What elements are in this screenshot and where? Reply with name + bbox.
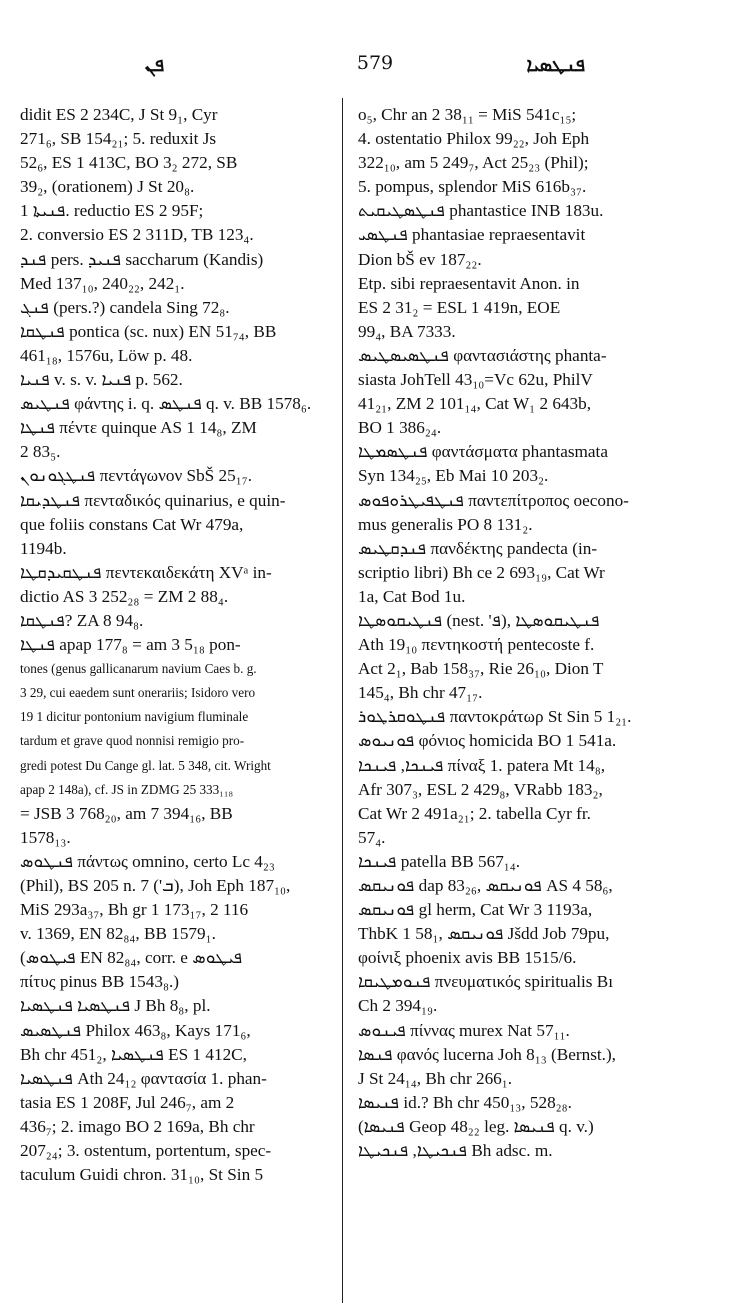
entry-line: 2. conversio ES 2 311D, TB 123₄. <box>20 225 254 245</box>
entry-line: ܦܢܛܝܣ φάντης i. q. ܦܢܛܣ q. v. BB 1578₆. <box>20 394 312 414</box>
entry-line: ܦܢܛܩܐ? ZA 8 94₈. <box>20 610 144 630</box>
entry-line: ܦܢܛܐ apap 177₈ = am 3 5₁₈ pon- <box>20 635 241 655</box>
entry-line: ܦܢܓ (pers.?) candela Sing 72₈. <box>20 297 230 317</box>
entry-line: Afr 307₃, ESL 2 429₈, VRabb 183₂, <box>358 779 603 799</box>
column-divider <box>342 98 343 1303</box>
entry-line: tasia ES 1 208F, Jul 246₇, am 2 <box>20 1092 235 1112</box>
entry-line: gredi potest Du Cange gl. lat. 5 348, cit. Wright <box>20 757 271 773</box>
entry-line: que foliis constans Cat Wr 479a, <box>20 514 244 534</box>
entry-line: ܦܢܕ pers. ܦܢܝܕ saccharum (Kandis) <box>20 249 264 269</box>
entry-line: 3 29, cui eaedem sunt onerariis; Isidoro vero <box>20 685 256 701</box>
entry-line: ܦܢܛܘܣ πάντως omnino, certo Lc 4₂₃ <box>20 851 275 871</box>
entry-line: ܦܢܛܩܝܕܩܛܐ πεντεκαιδεκάτη XVᵃ in- <box>20 562 272 582</box>
entry-line: v. 1369, EN 82₈₄, BB 1579₁. <box>20 924 216 944</box>
entry-line: Ch 2 394₁₉. <box>358 996 438 1016</box>
entry-line: apap 2 148a), cf. JS in ZDMG 25 333₁₁₈ <box>20 781 234 797</box>
entry-line: 2 83₅. <box>20 442 61 462</box>
entry-line: ܦܢܟܝܛܐ, ܦܢܟܝܛܐ Bh adsc. m. <box>358 1141 553 1161</box>
entry-line: ܦܘܢܝܩܣ dap 83₂₆, ܦܘܢܝܩܣ AS 4 58₆, <box>358 876 613 895</box>
entry-line: Syn 134₂₅, Eb Mai 10 203₂. <box>358 466 549 486</box>
entry-line: 145₄, Bh chr 47₁₇. <box>358 683 483 703</box>
entry-line: ܦܢܛܣܝܐ Ath 24₁₂ φαντασία 1. phan- <box>20 1068 267 1088</box>
entry-line: πίτυς pinus BB 1543₈.) <box>20 972 179 992</box>
entry-line: MiS 293a₃₇, Bh gr 1 173₁₇, 2 116 <box>20 900 249 920</box>
entry-line: ES 2 31₂ = ESL 1 419n, EOE <box>358 297 561 317</box>
entry-line: 5. pompus, splendor MiS 616b₃₇. <box>358 177 587 197</box>
entry-line: ܦܘܢܝܩܣ gl herm, Cat Wr 3 1193a, <box>358 900 593 920</box>
entry-line: Dion bŠ ev 187₂₂. <box>358 249 482 269</box>
entry-line: 271₆, SB 154₂₁; 5. reduxit Js <box>20 129 217 149</box>
entry-line: ܦܢܛܘܩܪܛܘܪ παντοκράτωρ St Sin 5 1₂₁. <box>358 707 632 727</box>
entry-line: = JSB 3 768₂₀, am 7 394₁₆, BB <box>20 803 233 823</box>
entry-line: ܦܢܛܣܝ phantasiae repraesentavit <box>358 225 586 245</box>
entry-line: 41₂₁, ZM 2 101₁₄, Cat W₁ 2 643b, <box>358 394 592 414</box>
entry-line: 1578₁₃. <box>20 827 71 847</box>
entry-line: (ܦܢܝܣܐ Geop 48₂₂ leg. ܦܢܝܣܐ q. v.) <box>358 1116 594 1136</box>
entry-line: 99₄, BA 7333. <box>358 321 456 341</box>
entry-line: 52₆, ES 1 413C, BO 3₂ 272, SB <box>20 153 238 173</box>
entry-line: ܦܢܛܣܛܝܩܝܬ phantastice INB 183u. <box>358 201 604 221</box>
left-column <box>20 103 338 1187</box>
page-number: 579 <box>356 52 394 74</box>
entry-line: 322₁₀, am 5 249₇, Act 25₂₃ (Phil); <box>358 153 589 173</box>
entry-line: (Phil), BS 205 n. 7 ('ܒ), Joh Eph 187₁₀, <box>20 876 291 895</box>
entry-line: J St 24₁₄, Bh chr 266₁. <box>358 1068 513 1088</box>
entry-line: ܦܢܛܓܘܢܘܢ πεντάγωνον SbŠ 25₁₇. <box>20 466 253 486</box>
entry-line: ܦܘܢܝܘܣ φόνιος homicida BO 1 541a. <box>358 731 617 751</box>
entry-line: ܦܢܕܩܛܝܣ πανδέκτης pandecta (in- <box>358 538 598 558</box>
entry-line: Act 2₁, Bab 158₃₇, Rie 26₁₀, Dion T <box>358 659 604 679</box>
entry-line: 1194b. <box>20 538 67 558</box>
entry-line: 461₁₈, 1576u, Löw p. 48. <box>20 345 193 365</box>
entry-line: scriptio libri) Bh ce 2 693₁₉, Cat Wr <box>358 562 605 582</box>
entry-line: ܦܢܝܬܐ 1. reductio ES 2 95F; <box>20 201 204 221</box>
entry-line: ܦܢܝܣܐ id.? Bh chr 450₁₃, 528₂₈. <box>358 1092 572 1112</box>
entry-line: 436₇; 2. imago BO 2 169a, Bh chr <box>20 1116 255 1136</box>
entry-line: 19 1 dicitur pontonium navigium fluminale <box>20 709 249 725</box>
entry-line: dictio AS 3 252₂₈ = ZM 2 88₄. <box>20 586 229 606</box>
entry-line: ܦܢܣܐ φανός lucerna Joh 8₁₃ (Bernst.), <box>358 1044 616 1064</box>
entry-line: 207₂₄; 3. ostentum, portentum, spec- <box>20 1141 272 1161</box>
entry-line: ܦܢܛܝܩܘܣܛܐ (nest. 'ܦ), ܦܢܛܝܩܘܣܛܐ <box>358 610 600 630</box>
entry-line: didit ES 2 234C, J St 9₁, Cyr <box>20 105 218 124</box>
right-column <box>358 103 733 1163</box>
entry-line: ܦܢܘܡܛܝܩܐ πνευματικός spiritualis Bı <box>358 972 613 992</box>
header-right-syriac: ܦܢܛܣܝܐ <box>526 54 585 76</box>
header-left-syriac: ܦܢ <box>145 54 165 76</box>
page-header <box>0 52 750 82</box>
entry-line: taculum Guidi chron. 31₁₀, St Sin 5 <box>20 1165 264 1185</box>
entry-line: 57₄. <box>358 827 386 847</box>
entry-line: ܦܝܢܟܐ patella BB 567₁₄. <box>358 851 521 871</box>
entry-line: ܦܢܛܐ πέντε quinque AS 1 14₈, ZM <box>20 418 257 438</box>
entry-line: ܦܢܛܣܡܛܐ φαντάσματα phantasmata <box>358 442 608 462</box>
entry-line: tones (genus gallicanarum navium Caes b. g. <box>20 661 257 677</box>
entry-line: ThbK 1 58₁, ܦܘܢܝܩܣ Jšdd Job 79pu, <box>358 924 610 944</box>
entry-line: 4. ostentatio Philox 99₂₂, Joh Eph <box>358 129 590 149</box>
entry-line: BO 1 386₂₄. <box>358 418 442 438</box>
entry-line: Bh chr 451₂, ܦܢܛܣܝܐ ES 1 412C, <box>20 1044 247 1064</box>
entry-line: Etp. sibi repraesentavit Anon. in <box>358 273 580 293</box>
entry-line: ܦܢܛܣܝܣܛܝܣ φαντασιάστης phanta- <box>358 345 607 365</box>
entry-line: mus generalis PO 8 131₂. <box>358 514 533 534</box>
entry-line: ܦܢܛܕܝܩܐ πενταδικός quinarius, e quin- <box>20 490 286 510</box>
entry-line: ܦܝܢܟܐ, ܦܝܢܟܐ πίναξ 1. patera Mt 14₈, <box>358 755 605 775</box>
entry-line: 39₂, (orationem) J St 20₈. <box>20 177 195 197</box>
entry-line: Med 137₁₀, 240₂₂, 242₁. <box>20 273 185 293</box>
entry-line: Ath 19₁₀ πεντηκοστή pentecoste f. <box>358 635 595 655</box>
entry-line: ܦܝܢܘܣ πίννας murex Nat 57₁₁. <box>358 1020 570 1040</box>
entry-line: ܦܢܛܣܝܣ Philox 463₈, Kays 171₆, <box>20 1020 251 1040</box>
entry-line: ܦܢܛܣܝܐ ܦܢܛܣܝܐ J Bh 8₈, pl. <box>20 996 211 1016</box>
entry-line: siasta JohTell 43₁₀=Vc 62u, PhilV <box>358 370 593 390</box>
entry-line: tardum et grave quod nonnisi remigio pro- <box>20 733 245 749</box>
entry-line: φοίνιξ phoenix avis BB 1515/6. <box>358 948 577 968</box>
entry-line: Cat Wr 2 491a₂₁; 2. tabella Cyr fr. <box>358 803 591 823</box>
entry-line: ܦܢܝܐ v. s. v. ܦܢܝܐ p. 562. <box>20 370 183 390</box>
entry-line: ܦܢܛܩܐ pontica (sc. nux) EN 51₇₄, BB <box>20 321 277 341</box>
entry-line: o₅, Chr an 2 38₁₁ = MiS 541c₁₅; <box>358 105 577 124</box>
entry-line: 1a, Cat Bod 1u. <box>358 586 466 606</box>
entry-line: (ܦܝܛܘܣ EN 82₈₄, corr. e ܦܝܛܘܣ <box>20 948 243 968</box>
entry-line: ܦܢܛܦܝܛܪܘܦܘܣ παντεπίτροπος oecono- <box>358 490 629 510</box>
